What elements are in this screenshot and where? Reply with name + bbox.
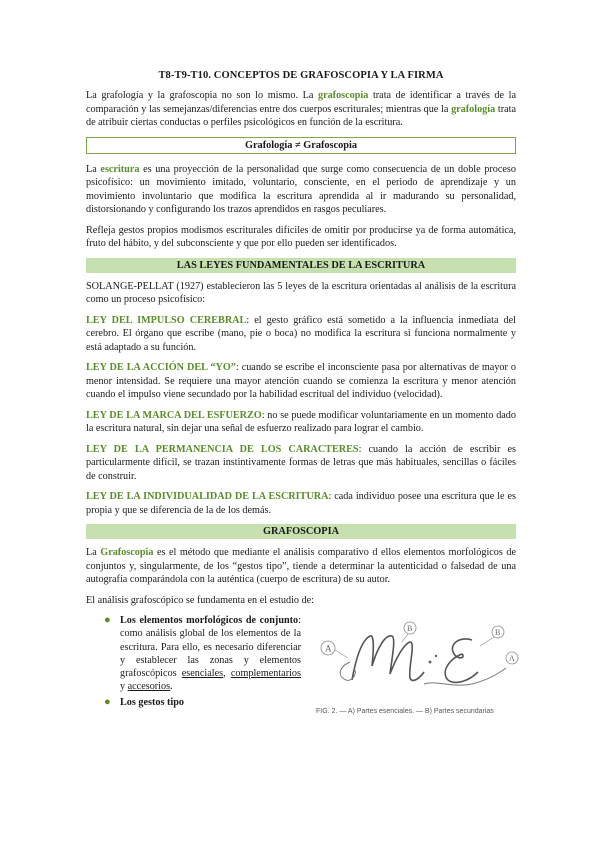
law-name-2: LEY DE LA ACCIÓN DEL “YO”: [86, 362, 236, 373]
escritura-text-2: es una proyección de la personalidad que surge como consecuencia de un doble proceso psicofísico: un movimiento imitado, voluntario, consciente, en el periodo de aprendizaje y un movimiento involuntario que modifica la escritura aprendida al ir madurando su personalidad, distorsionando y configurando los trazos aprendidos en rasgos peculiares.: [86, 163, 516, 215]
list-item: [86, 614, 301, 694]
handwriting-figure-illustration: [312, 618, 520, 706]
law-text-4: : cuando la acción de escribir es particularmente difícil, se trazan instintivamente formas de letras que más habituales, sencillas o fáciles de construir.: [86, 443, 516, 482]
intro-text-1: La grafología y la grafoscopia no son lo mismo. La: [86, 90, 318, 101]
label-a-2: A: [509, 654, 515, 663]
keyword-grafoscopia: grafoscopia: [317, 90, 369, 101]
bullets-and-figure: [86, 614, 516, 726]
label-b-2: B: [495, 628, 501, 637]
analisis-paragraph: El análisis grafoscópico se fundamenta en el estudio de:: [86, 594, 315, 606]
keyword-grafologia: grafología: [451, 103, 496, 115]
law-text-2: : cuando se escribe el inconsciente pasa por alternativas de mayor o menor intensidad. Se requiere una mayor atención cuando se comienza la escritura y menor atención cuando el impulso viene secundado por la habilidad escritual del individuo (velocidad).: [86, 362, 516, 400]
grafoscopia-text-1: La: [86, 547, 101, 558]
pointer-line: [480, 637, 494, 646]
section-heading-leyes: LAS LEYES FUNDAMENTALES DE LA ESCRITURA: [86, 258, 516, 273]
bullet-1-text: : como análisis global de los elementos de la escritura. Para ello, es necesario diferenciar y establecer las zonas y elementos grafoscópicos: [120, 615, 301, 680]
law-paragraph-5: [86, 490, 516, 517]
label-a: A: [325, 643, 332, 654]
bullet-1-end: .: [170, 681, 173, 693]
law-name-5: LEY DE LA INDIVIDUALIDAD DE LA ESCRITURA: [86, 491, 329, 502]
ink-dot: [429, 661, 432, 664]
handwriting-e-stroke: [445, 639, 478, 682]
figure-caption: FIG. 2. — A) Partes esenciales. — B) Partes secundarias: [316, 708, 494, 715]
law-paragraph-3: [86, 409, 516, 436]
pointer-line: [402, 634, 408, 642]
bullet-1-sep-1: ,: [223, 668, 231, 680]
bullet-1-accesorios: accesorios: [127, 681, 171, 693]
law-paragraph-4: [86, 443, 516, 484]
bullet-icon: ●: [104, 695, 111, 708]
bullet-1-esenciales: esenciales: [181, 668, 224, 680]
bullet-1-complementarios: complementarios: [230, 668, 301, 680]
solange-paragraph: SOLANGE-PELLAT (1927) establecieron las 5 leyes de la escritura orientadas al análisis de la escritura como un proceso psicofísico:: [86, 280, 516, 305]
law-text-1: : el gesto gráfico está sometido a la influencia inmediata del cerebro. El órgano que escribe (mano, pie o boca) no modifica la escritura si funciona normalmente y está adaptado a su función.: [86, 314, 516, 353]
grafoscopia-text-2: es el método que mediante el análisis comparativo d ellos elementos morfológicos de conjuntos y, singularmente, de los “gestos tipo”, tiende a determinar la autenticidad o falsedad de una autografía comparándola con la auténtica (cuerpo de escritura) de su autor.: [86, 547, 516, 585]
law-name-4: LEY DE LA PERMANENCIA DE LOS CARACTERES: [86, 443, 359, 455]
section-heading-grafoscopia: GRAFOSCOPIA: [86, 524, 516, 539]
law-paragraph-2: [86, 361, 516, 402]
intro-text-2: trata de identificar a través de la comparación y las semejanzas/diferencias entre dos cuerpos escriturales; mientras que la: [86, 90, 516, 115]
bullet-2-bold: Los gestos tipo: [120, 696, 184, 708]
box-heading: Grafología ≠ Grafoscopia: [86, 137, 516, 154]
ink-dot: [435, 655, 437, 657]
law-text-5: : cada individuo posee una escritura que le es propia y que se diferencia de la de los demás.: [86, 491, 516, 516]
document-page: [86, 70, 516, 726]
label-b: B: [407, 624, 413, 633]
intro-paragraph: [86, 89, 516, 130]
pointer-line: [335, 650, 348, 658]
law-name-1: LEY DEL IMPULSO CEREBRAL: [86, 314, 247, 326]
intro-text-3: trata de atribuir ciertas conductas o perfiles psicológicos en función de la escritura.: [86, 103, 516, 128]
law-name-3: LEY DE LA MARCA DEL ESFUERZO: [86, 409, 262, 421]
refleja-paragraph: Refleja gestos propios modismos escriturales difíciles de omitir por producirse ya de forma automática, fruto del hábito, y del subconsciente y que por ello pueden ser identificados.: [86, 224, 516, 249]
page-title: T8-T9-T10. CONCEPTOS DE GRAFOSCOPIA Y LA FIRMA: [158, 70, 444, 81]
keyword-escritura: escritura: [100, 163, 140, 175]
bullet-list: [86, 614, 301, 711]
keyword-grafoscopia-def: Grafoscopia: [100, 547, 154, 558]
grafoscopia-paragraph: [86, 546, 516, 587]
list-item: [86, 696, 301, 709]
escritura-text-1: La: [86, 163, 101, 175]
bullet-1-bold: Los elementos morfológicos de conjunto: [120, 615, 299, 626]
law-paragraph-1: [86, 314, 516, 355]
bullet-1-sep-2: y: [120, 681, 128, 693]
handwriting-m-stroke: [352, 636, 424, 681]
handwriting-underline: [424, 668, 506, 685]
law-text-3: : no se puede modificar voluntariamente en un momento dado la escritura natural, sin dejar una señal de esfuerzo realizado para lograr el cambio.: [86, 409, 516, 434]
bullet-icon: ●: [104, 614, 111, 626]
escritura-paragraph: [86, 163, 516, 217]
handwriting-figure: [312, 618, 520, 724]
